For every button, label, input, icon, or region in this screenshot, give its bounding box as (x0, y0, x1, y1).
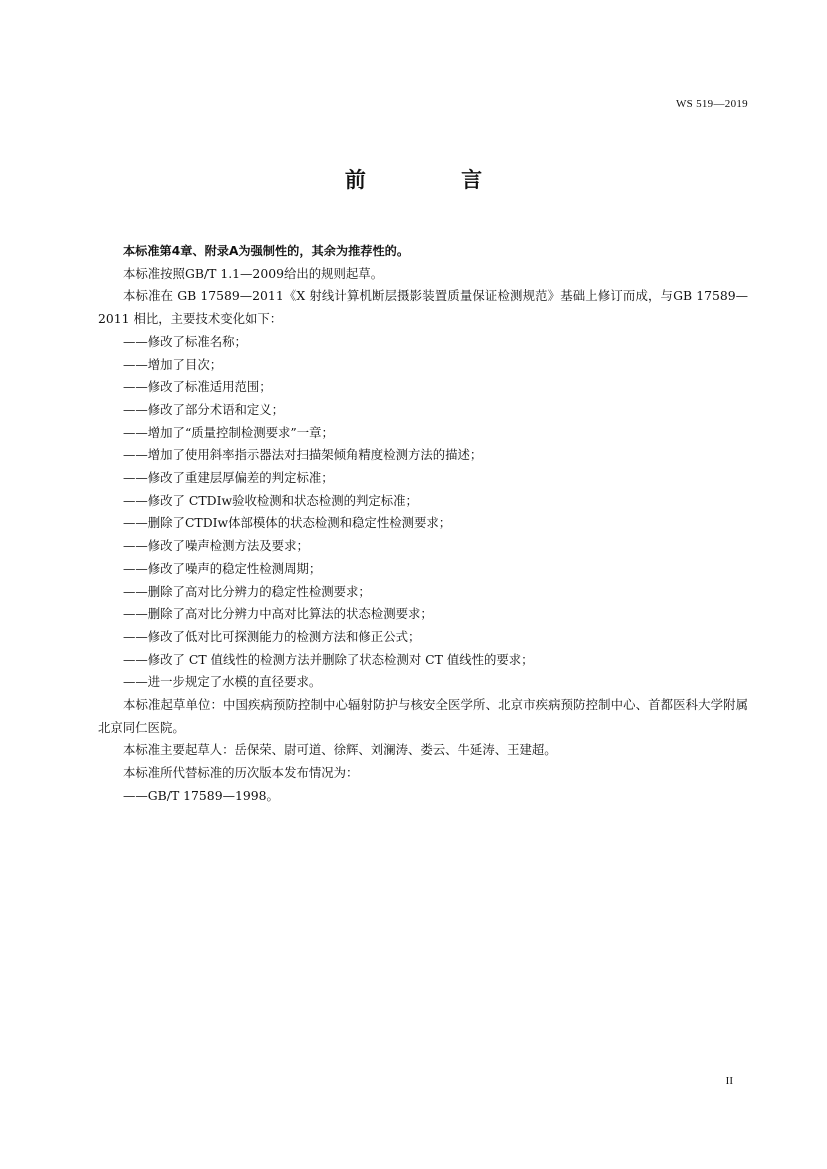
paragraph-history-intro: 本标准所代替标准的历次版本发布情况为： (123, 765, 359, 781)
document-code: WS 519—2019 (675, 98, 748, 110)
list-item: ——GB/T 17589—1998。 (123, 787, 279, 803)
list-item: ——删除了CTDIw体部模体的状态检测和稳定性检测要求； (123, 515, 452, 531)
list-item: ——增加了使用斜率指示器法对扫描架倾角精度检测方法的描述； (123, 447, 483, 463)
list-item: ——修改了低对比可探测能力的检测方法和修正公式； (123, 628, 421, 644)
page-title: 前 言 (344, 168, 527, 192)
list-item: ——删除了高对比分辨力中高对比算法的状态检测要求； (123, 606, 433, 622)
paragraph-mandatory-note: 本标准第4章、附录A为强制性的，其余为推荐性的。 (123, 244, 410, 258)
list-item: ——修改了重建层厚偏差的判定标准； (123, 470, 334, 486)
list-item: ——增加了目次； (123, 356, 223, 372)
paragraph-drafters: 本标准主要起草人：岳保荣、尉可道、徐辉、刘澜涛、娄云、牛延涛、王建超。 (123, 742, 557, 758)
list-item: ——修改了部分术语和定义； (123, 401, 285, 417)
list-item: ——修改了标准名称； (123, 333, 247, 349)
list-item: ——增加了“质量控制检测要求”一章； (123, 424, 334, 440)
paragraph-revision-basis: 本标准在 GB 17589—2011《X 射线计算机断层摄影装置质量保证检测规范》基础上修订而成，与GB 17589—2011 相比，主要技术变化如下： (98, 288, 748, 327)
paragraph-drafting-rules: 本标准按照GB/T 1.1—2009给出的规则起草。 (123, 265, 384, 281)
list-item: ——进一步规定了水模的直径要求。 (123, 674, 322, 690)
paragraph-drafting-units: 本标准起草单位：中国疾病预防控制中心辐射防护与核安全医学所、北京市疾病预防控制中心、首都医科大学附属北京同仁医院。 (98, 697, 748, 735)
foreword-body (98, 240, 748, 808)
list-item: ——修改了 CT 值线性的检测方法并删除了状态检测对 CT 值线性的要求； (123, 651, 534, 667)
list-item: ——删除了高对比分辨力的稳定性检测要求； (123, 583, 371, 599)
list-item: ——修改了 CTDIw验收检测和状态检测的判定标准； (123, 492, 418, 508)
page-number: II (725, 1075, 733, 1087)
list-item: ——修改了噪声检测方法及要求； (123, 538, 309, 554)
list-item: ——修改了噪声的稳定性检测周期； (123, 560, 322, 576)
list-item: ——修改了标准适用范围； (123, 379, 272, 395)
